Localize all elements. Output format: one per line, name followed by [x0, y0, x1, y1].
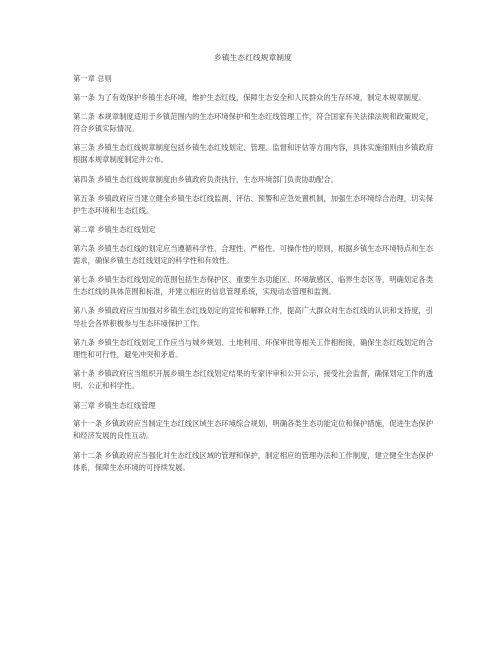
article-11: 第十一条 乡镇政府应当制定生态红线区域生态环境综合规划，明确各类生态功能定位和保护措施，促进生态保护和经济发展的良性互动。 — [73, 419, 433, 441]
article-8: 第八条 乡镇政府应当加强对乡镇生态红线划定的宣传和解释工作，提高广大群众对生态红线的认识和支持度，引导社会各界积极参与生态环境保护工作。 — [73, 306, 433, 328]
article-6: 第六条 乡镇生态红线的划定应当遵循科学性、合理性、严格性、可操作性的原则，根据乡镇生态环境特点和生态需求，确保乡镇生态红线划定的科学性和有效性。 — [73, 243, 433, 265]
chapter-heading-2: 第二章 乡镇生态红线划定 — [73, 225, 156, 235]
article-4: 第四条 乡镇生态红线规章制度由乡镇政府负责执行，生态环境部门负责协助配合。 — [73, 174, 339, 184]
article-10: 第十条 乡镇政府应当组织开展乡镇生态红线划定结果的专家评审和公开公示，接受社会监督，确保划定工作的透明、公正和科学性。 — [73, 369, 433, 391]
article-1: 第一条 为了有效保护乡镇生态环境，维护生态红线，保障生态安全和人民群众的生存环境，制定本规章制度。 — [73, 92, 426, 102]
article-2: 第二条 本规章制度适用于乡镇范围内的生态环境保护和生态红线管理工作，符合国家有关法律法规和政策规定，符合乡镇实际情况。 — [73, 111, 433, 133]
article-3: 第三条 乡镇生态红线规章制度包括乡镇生态红线划定、管理、监督和评估等方面内容，具体实施细则由乡镇政府根据本规章制度制定并公布。 — [73, 143, 433, 165]
article-12: 第十二条 乡镇政府应当强化对生态红线区域的管理和保护，制定相应的管理办法和工作制度，建立健全生态保护体系，保障生态环境的可持续发展。 — [73, 450, 433, 472]
article-5: 第五条 乡镇政府应当建立健全乡镇生态红线监测、评估、预警和应急处置机制，加强生态环境综合治理，切实保护生态环境和生态红线。 — [73, 193, 433, 215]
document-title: 乡镇生态红线规章制度 — [214, 53, 292, 62]
chapter-heading-1: 第一章 总则 — [73, 74, 112, 83]
article-9: 第九条 乡镇生态红线划定工作应当与城乡规划、土地利用、环保审批等相关工作相衔接，确保生态红线划定的合理性和可行性，避免冲突和矛盾。 — [73, 337, 433, 360]
article-7: 第七条 乡镇生态红线划定的范围包括生态保护区、重要生态功能区、环境敏感区、临界生态区等，明确划定各类生态红线的具体范围和标准，并建立相应的信息管理系统，实现动态管理和监测。 — [73, 275, 433, 297]
document-page — [73, 52, 433, 481]
chapter-heading-3: 第三章 乡镇生态红线管理 — [73, 400, 156, 410]
